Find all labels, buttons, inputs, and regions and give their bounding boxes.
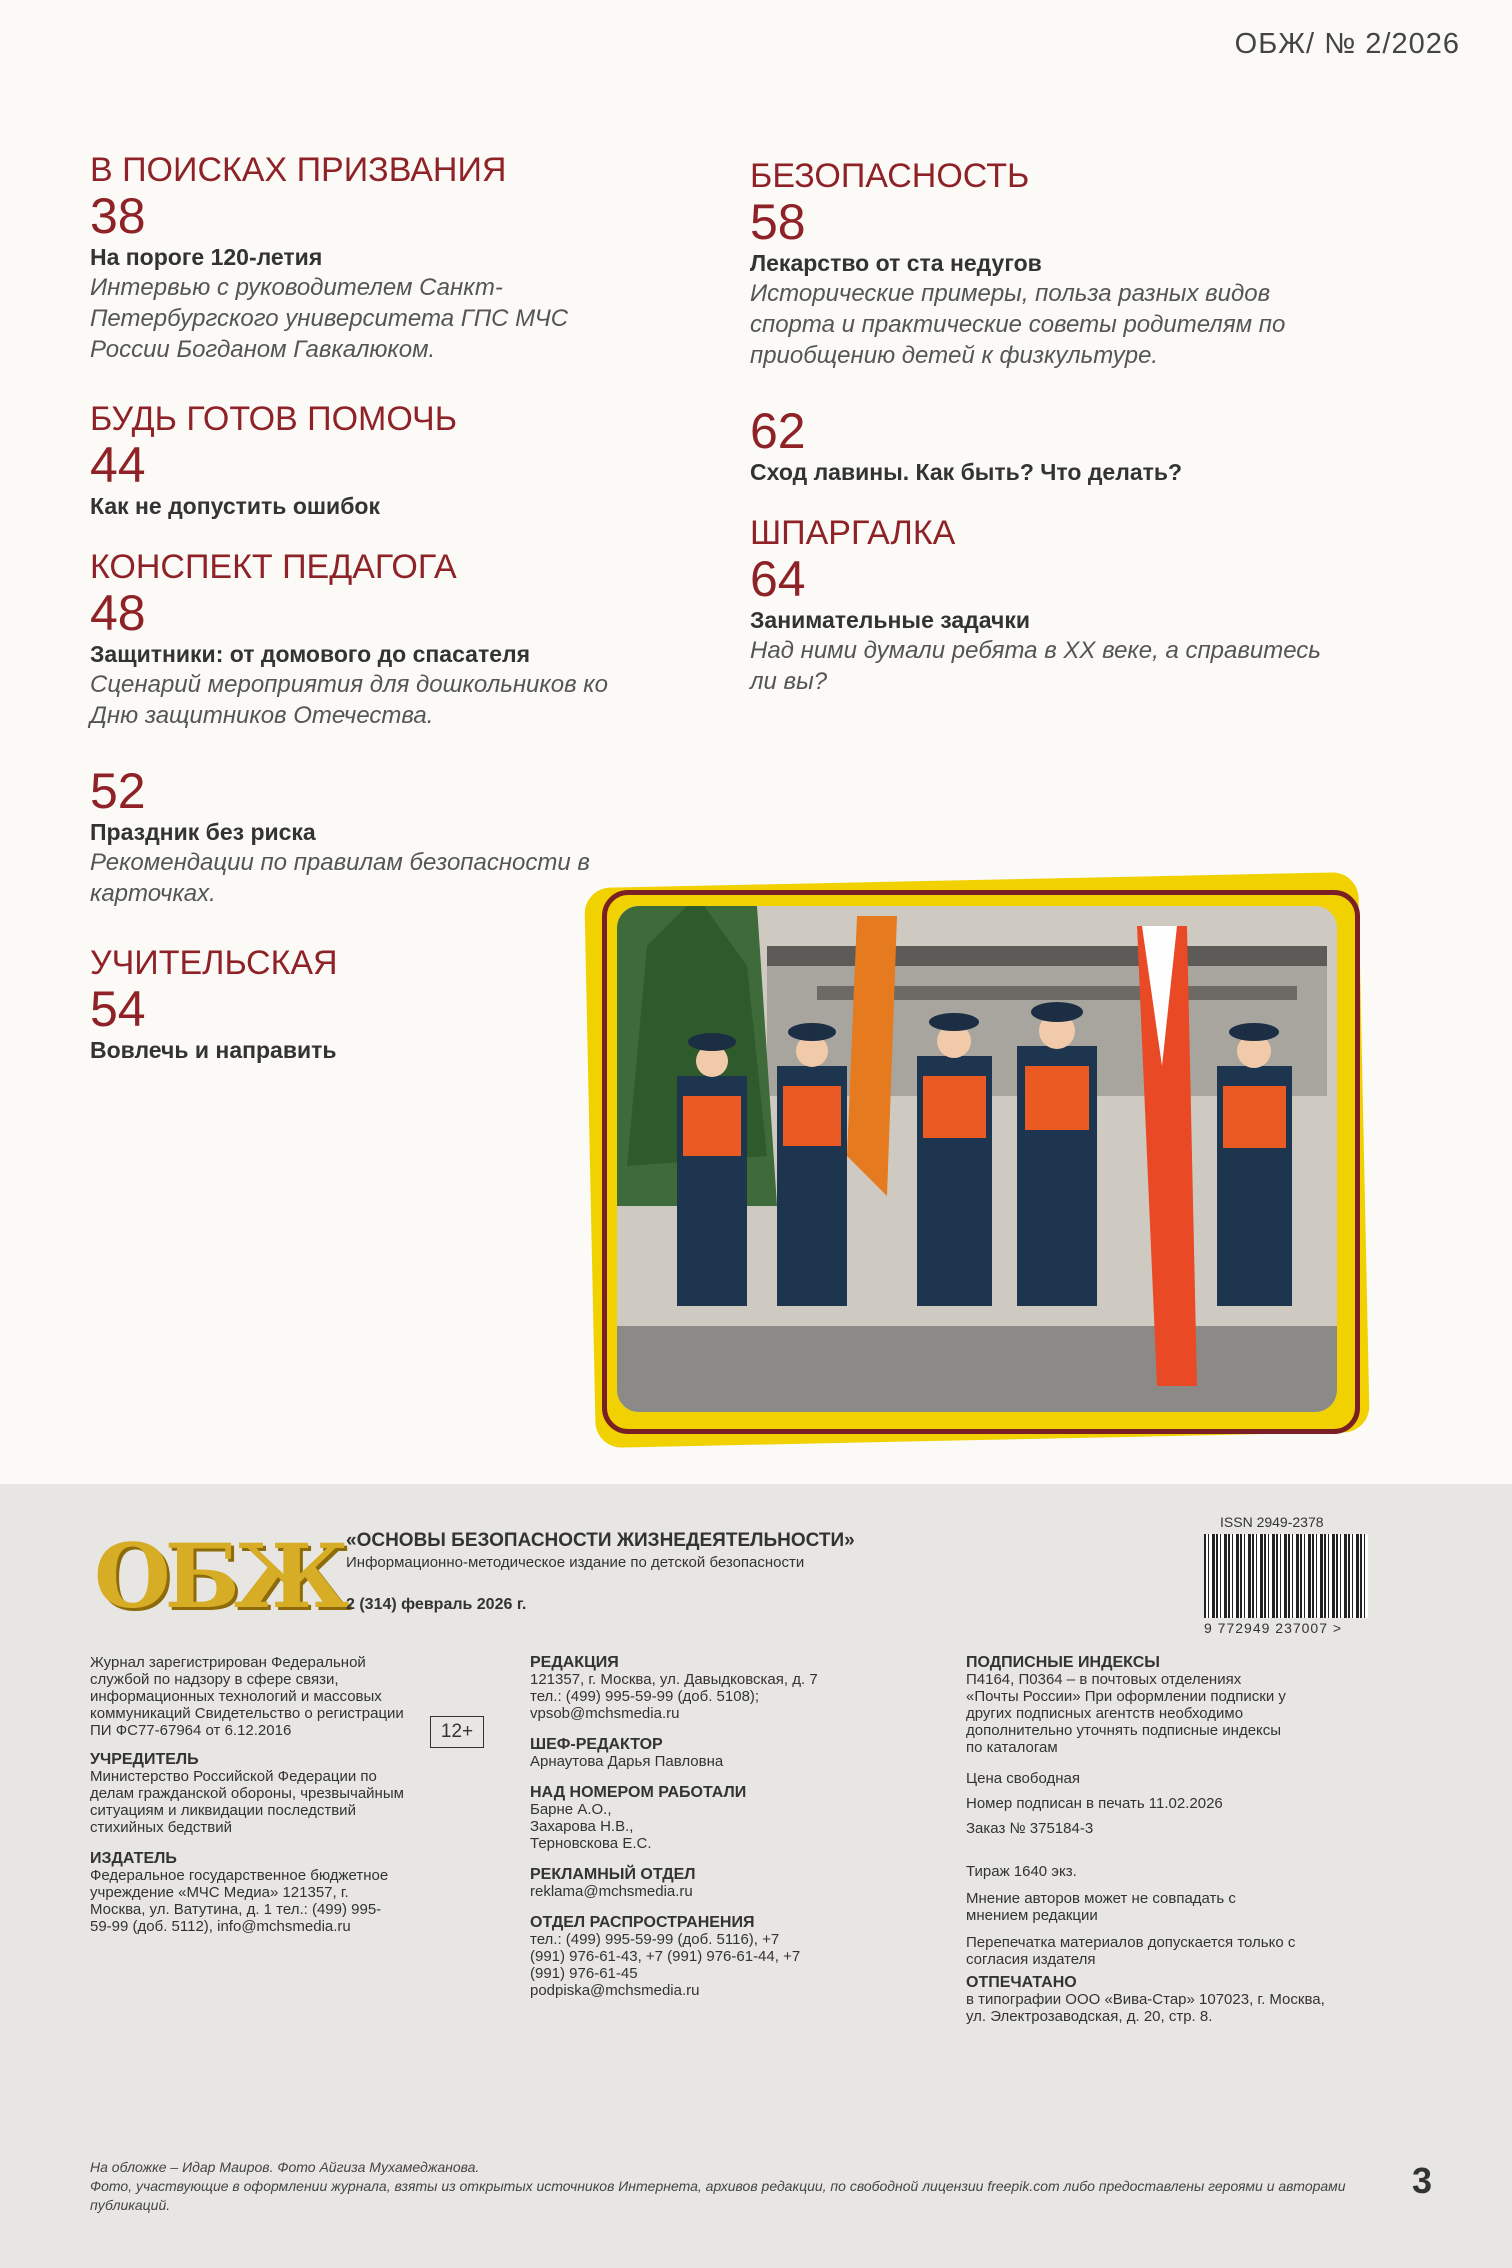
subscription-heading: ПОДПИСНЫЕ ИНДЕКСЫ [966, 1654, 1160, 1671]
age-rating-badge: 12+ [430, 1716, 484, 1748]
photos-credit: Фото, участвующие в оформлении журнала, взяты из открытых источников Интернета, архивов редакции, по свободной лицензии freepik.com либо предоставлены героями и авторами публикаций. [90, 2178, 1346, 2213]
toc-left-column [90, 150, 650, 1091]
section-title: ШПАРГАЛКА [750, 514, 956, 552]
article-title: Лекарство от ста недугов [750, 250, 1042, 276]
toc-entry [90, 547, 650, 731]
obzh-logo: ОБЖ [94, 1524, 344, 1628]
founder-heading: УЧРЕДИТЕЛЬ [90, 1751, 199, 1768]
page-number: 54 [90, 981, 146, 1037]
staff-names: Барне А.О., Захарова Н.В., Терновскова Е.С. [530, 1801, 652, 1852]
page-number: 64 [750, 551, 806, 607]
order-number: Заказ № 375184-3 [966, 1820, 1094, 1837]
honor-guard-photo [617, 906, 1337, 1412]
imprint-col-1 [90, 1654, 510, 1935]
toc-right-column [750, 156, 1350, 723]
distribution-text: тел.: (499) 995-59-99 (доб. 5116), +7 (991) 976-61-43, +7 (991) 976-61-44, +7 (991) 976-61-45 podpiska@mchsmedia.ru [530, 1931, 801, 1999]
section-title: В ПОИСКАХ ПРИЗВАНИЯ [90, 151, 507, 189]
article-description: Над ними думали ребята в XX веке, а справитесь ли вы? [750, 637, 1321, 695]
section-title: БУДЬ ГОТОВ ПОМОЧЬ [90, 400, 458, 438]
article-title: Праздник без риска [90, 819, 316, 845]
page-number: 52 [90, 763, 146, 819]
page-number: 48 [90, 585, 146, 641]
page-number: 44 [90, 437, 146, 493]
toc-entry [750, 405, 1350, 487]
barcode-number: 9 772949 237007 > [1204, 1620, 1343, 1636]
toc-entry [90, 765, 650, 909]
article-title: Сход лавины. Как быть? Что делать? [750, 459, 1183, 485]
toc-entry [90, 150, 650, 365]
chief-editor-name: Арнаутова Дарья Павловна [530, 1753, 724, 1770]
imprint-col-3 [966, 1654, 1326, 2025]
toc-entry [90, 943, 650, 1065]
page-number: 62 [750, 403, 806, 459]
issn: ISSN 2949-2378 [1220, 1514, 1324, 1530]
honor-guard-photo-frame [590, 880, 1364, 1440]
editorial-text: 121357, г. Москва, ул. Давыдковская, д. 7 тел.: (499) 995-59-99 (доб. 5108); vpsob@mchsmedia.ru [530, 1671, 818, 1722]
magazine-subtitle: Информационно-методическое издание по детской безопасности [346, 1554, 805, 1571]
honor-guard-illustration [617, 906, 1337, 1412]
section-title: БЕЗОПАСНОСТЬ [750, 157, 1030, 195]
article-title: Защитники: от домового до спасателя [90, 641, 531, 667]
publisher-heading: ИЗДАТЕЛЬ [90, 1850, 177, 1867]
section-title: КОНСПЕКТ ПЕДАГОГА [90, 548, 457, 586]
ads-email: reklama@mchsmedia.ru [530, 1883, 693, 1900]
article-title: На пороге 120-летия [90, 244, 323, 270]
distribution-heading: ОТДЕЛ РАСПРОСТРАНЕНИЯ [530, 1914, 755, 1931]
article-title: Как не допустить ошибок [90, 493, 380, 519]
imprint-col-2 [530, 1654, 830, 1999]
section-title: УЧИТЕЛЬСКАЯ [90, 944, 338, 982]
barcode-block [1204, 1514, 1374, 1644]
page-number: 58 [750, 194, 806, 250]
subscription-text: П4164, П0364 – в почтовых отделениях «Почты России» При оформлении подписки у других подписных агентств необходимо дополнительно уточнять подписные индексы по каталогам [966, 1671, 1286, 1756]
article-description: Интервью с руководителем Санкт-Петербургского университета ГПС МЧС России Богданом Гавкалюком. [90, 274, 569, 363]
printed-text: в типографии ООО «Вива-Стар» 107023, г. Москва, ул. Электрозаводская, д. 20, стр. 8. [966, 1991, 1325, 2025]
magazine-title: «ОСНОВЫ БЕЗОПАСНОСТИ ЖИЗНЕДЕЯТЕЛЬНОСТИ» [346, 1530, 855, 1551]
article-description: Сценарий мероприятия для дошкольников ко Дню защитников Отечества. [90, 671, 608, 729]
staff-heading: НАД НОМЕРОМ РАБОТАЛИ [530, 1784, 747, 1801]
toc-entry [90, 399, 650, 521]
magazine-issue: 2 (314) февраль 2026 г. [346, 1596, 527, 1613]
article-description: Исторические примеры, польза разных видов спорта и практические советы родителям по приобщению детей к физкультуре. [750, 280, 1286, 369]
registration-text: Журнал зарегистрирован Федеральной службой по надзору в сфере связи, информационных технологий и массовых коммуникаций Свидетельство о регистрации ПИ ФС77-67964 от 6.12.2016 [90, 1654, 404, 1739]
printed-heading: ОТПЕЧАТАНО [966, 1974, 1077, 1991]
article-title: Занимательные задачки [750, 607, 1030, 633]
editorial-heading: РЕДАКЦИЯ [530, 1654, 619, 1671]
barcode-icon [1204, 1534, 1368, 1618]
founder-text: Министерство Российской Федерации по делам гражданской обороны, чрезвычайным ситуациям и ликвидации последствий стихийных бедствий [90, 1768, 404, 1836]
toc-entry [750, 513, 1350, 697]
print-run: Тираж 1640 экз. [966, 1863, 1077, 1880]
toc-entry [750, 156, 1350, 371]
ads-heading: РЕКЛАМНЫЙ ОТДЕЛ [530, 1866, 696, 1883]
page-number: 38 [90, 188, 146, 244]
reprint-note: Перепечатка материалов допускается только с согласия издателя [966, 1934, 1296, 1968]
chief-editor-heading: ШЕФ-РЕДАКТОР [530, 1736, 663, 1753]
photo-credits [90, 2158, 1370, 2215]
issue-header: ОБЖ/ № 2/2026 [1234, 28, 1460, 60]
cover-credit: На обложке – Идар Маиров. Фото Айгиза Мухамеджанова. [90, 2159, 480, 2175]
article-title: Вовлечь и направить [90, 1037, 337, 1063]
opinion-note: Мнение авторов может не совпадать с мнением редакции [966, 1890, 1236, 1924]
publisher-text: Федеральное государственное бюджетное учреждение «МЧС Медиа» 121357, г. Москва, ул. Ватутина, д. 1 тел.: (499) 995-59-99 (доб. 5112), info@mchsmedia.ru [90, 1867, 389, 1935]
article-description: Рекомендации по правилам безопасности в карточках. [90, 849, 590, 907]
signed-date: Номер подписан в печать 11.02.2026 [966, 1795, 1223, 1812]
page-number-footer: 3 [1411, 2160, 1432, 2201]
price: Цена свободная [966, 1770, 1080, 1787]
